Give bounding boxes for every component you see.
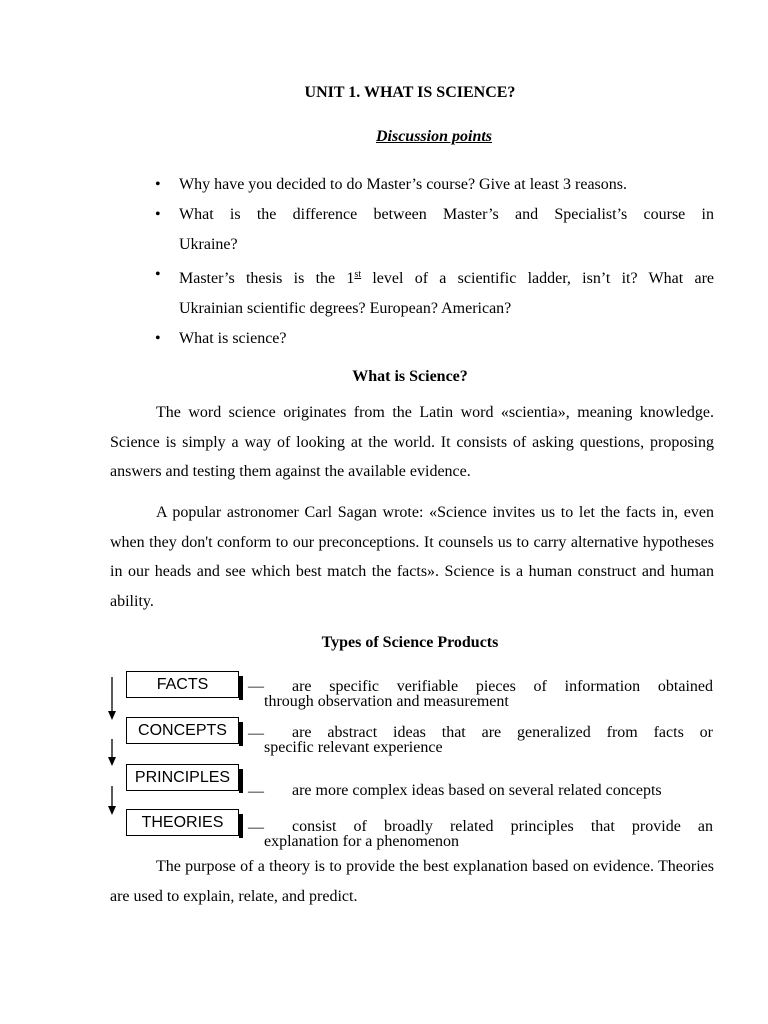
concepts-box: CONCEPTS [126, 717, 239, 744]
theories-description-line-2: explanation for a phenomenon [264, 833, 460, 850]
down-arrow-icon [107, 677, 117, 721]
discussion-point-4: What is science? [179, 330, 287, 347]
discussion-point-3-line-1 [179, 260, 714, 294]
bullet-icon: • [155, 266, 161, 283]
discussion-point-1: Why have you decided to do Master’s course? Give at least 3 reasons. [179, 176, 628, 193]
discussion-point-2-line-2: Ukraine? [179, 236, 238, 253]
section-heading-types: Types of Science Products [321, 634, 499, 651]
discussion-point-3-rest: level of a scientific ladder, isn’t it? What are [361, 270, 715, 287]
theories-description-line-1: consist of broadly related principles that provide an [292, 818, 713, 835]
principles-description: are more complex ideas based on several related concepts [292, 782, 662, 799]
paragraph-2-text: A popular astronomer Carl Sagan wrote: «Science invites us to let the facts in, even when they don't conform to our preconceptions. It counsels us to carry alternative hypotheses in our heads and see which best match the facts». Science is a human construct and human ability. [110, 504, 714, 610]
principles-box: PRINCIPLES [126, 764, 239, 791]
paragraph-1-text: The word science originates from the Latin word «scientia», meaning knowledge. Science is simply a way of looking at the world. It consists of asking questions, proposing answers and testing them against the available evidence. [110, 404, 714, 480]
dash: — [248, 678, 264, 695]
discussion-list [155, 170, 714, 354]
concepts-description-line-2: specific relevant experience [264, 739, 443, 756]
list-item [155, 170, 714, 200]
bullet-icon: • [155, 330, 161, 347]
discussion-point-2-line-1: What is the difference between Master’s and Specialist’s course in [179, 206, 714, 223]
dash: — [248, 725, 264, 742]
list-item [155, 324, 714, 354]
paragraph-sagan-quote [110, 498, 714, 616]
bullet-icon: • [155, 206, 161, 223]
facts-box: FACTS [126, 671, 239, 698]
unit-title: UNIT 1. WHAT IS SCIENCE? [304, 84, 516, 101]
bullet-icon: • [155, 176, 161, 193]
facts-description-line-1: are specific verifiable pieces of information obtained [292, 678, 713, 695]
theories-box: THEORIES [126, 809, 239, 836]
down-arrow-icon [107, 786, 117, 816]
discussion-point-3-line-2: Ukrainian scientific degrees? European? American? [179, 300, 512, 317]
discussion-heading: Discussion points [375, 128, 493, 145]
dash: — [248, 819, 264, 836]
list-item [155, 260, 714, 324]
concepts-description-line-1: are abstract ideas that are generalized from facts or [292, 724, 713, 741]
paragraph-3-text: The purpose of a theory is to provide the best explanation based on evidence. Theories are used to explain, relate, and predict. [110, 858, 714, 905]
section-heading-what-is-science: What is Science? [352, 368, 468, 385]
discussion-point-3-start: Master’s thesis is the 1 [179, 270, 355, 287]
ordinal-suffix: st [354, 269, 362, 280]
down-arrow-icon [107, 739, 117, 767]
dash: — [248, 783, 264, 800]
paragraph-theory-purpose [110, 852, 714, 911]
list-item [155, 200, 714, 260]
paragraph-science-definition [110, 398, 714, 487]
facts-description-line-2: through observation and measurement [264, 693, 509, 710]
